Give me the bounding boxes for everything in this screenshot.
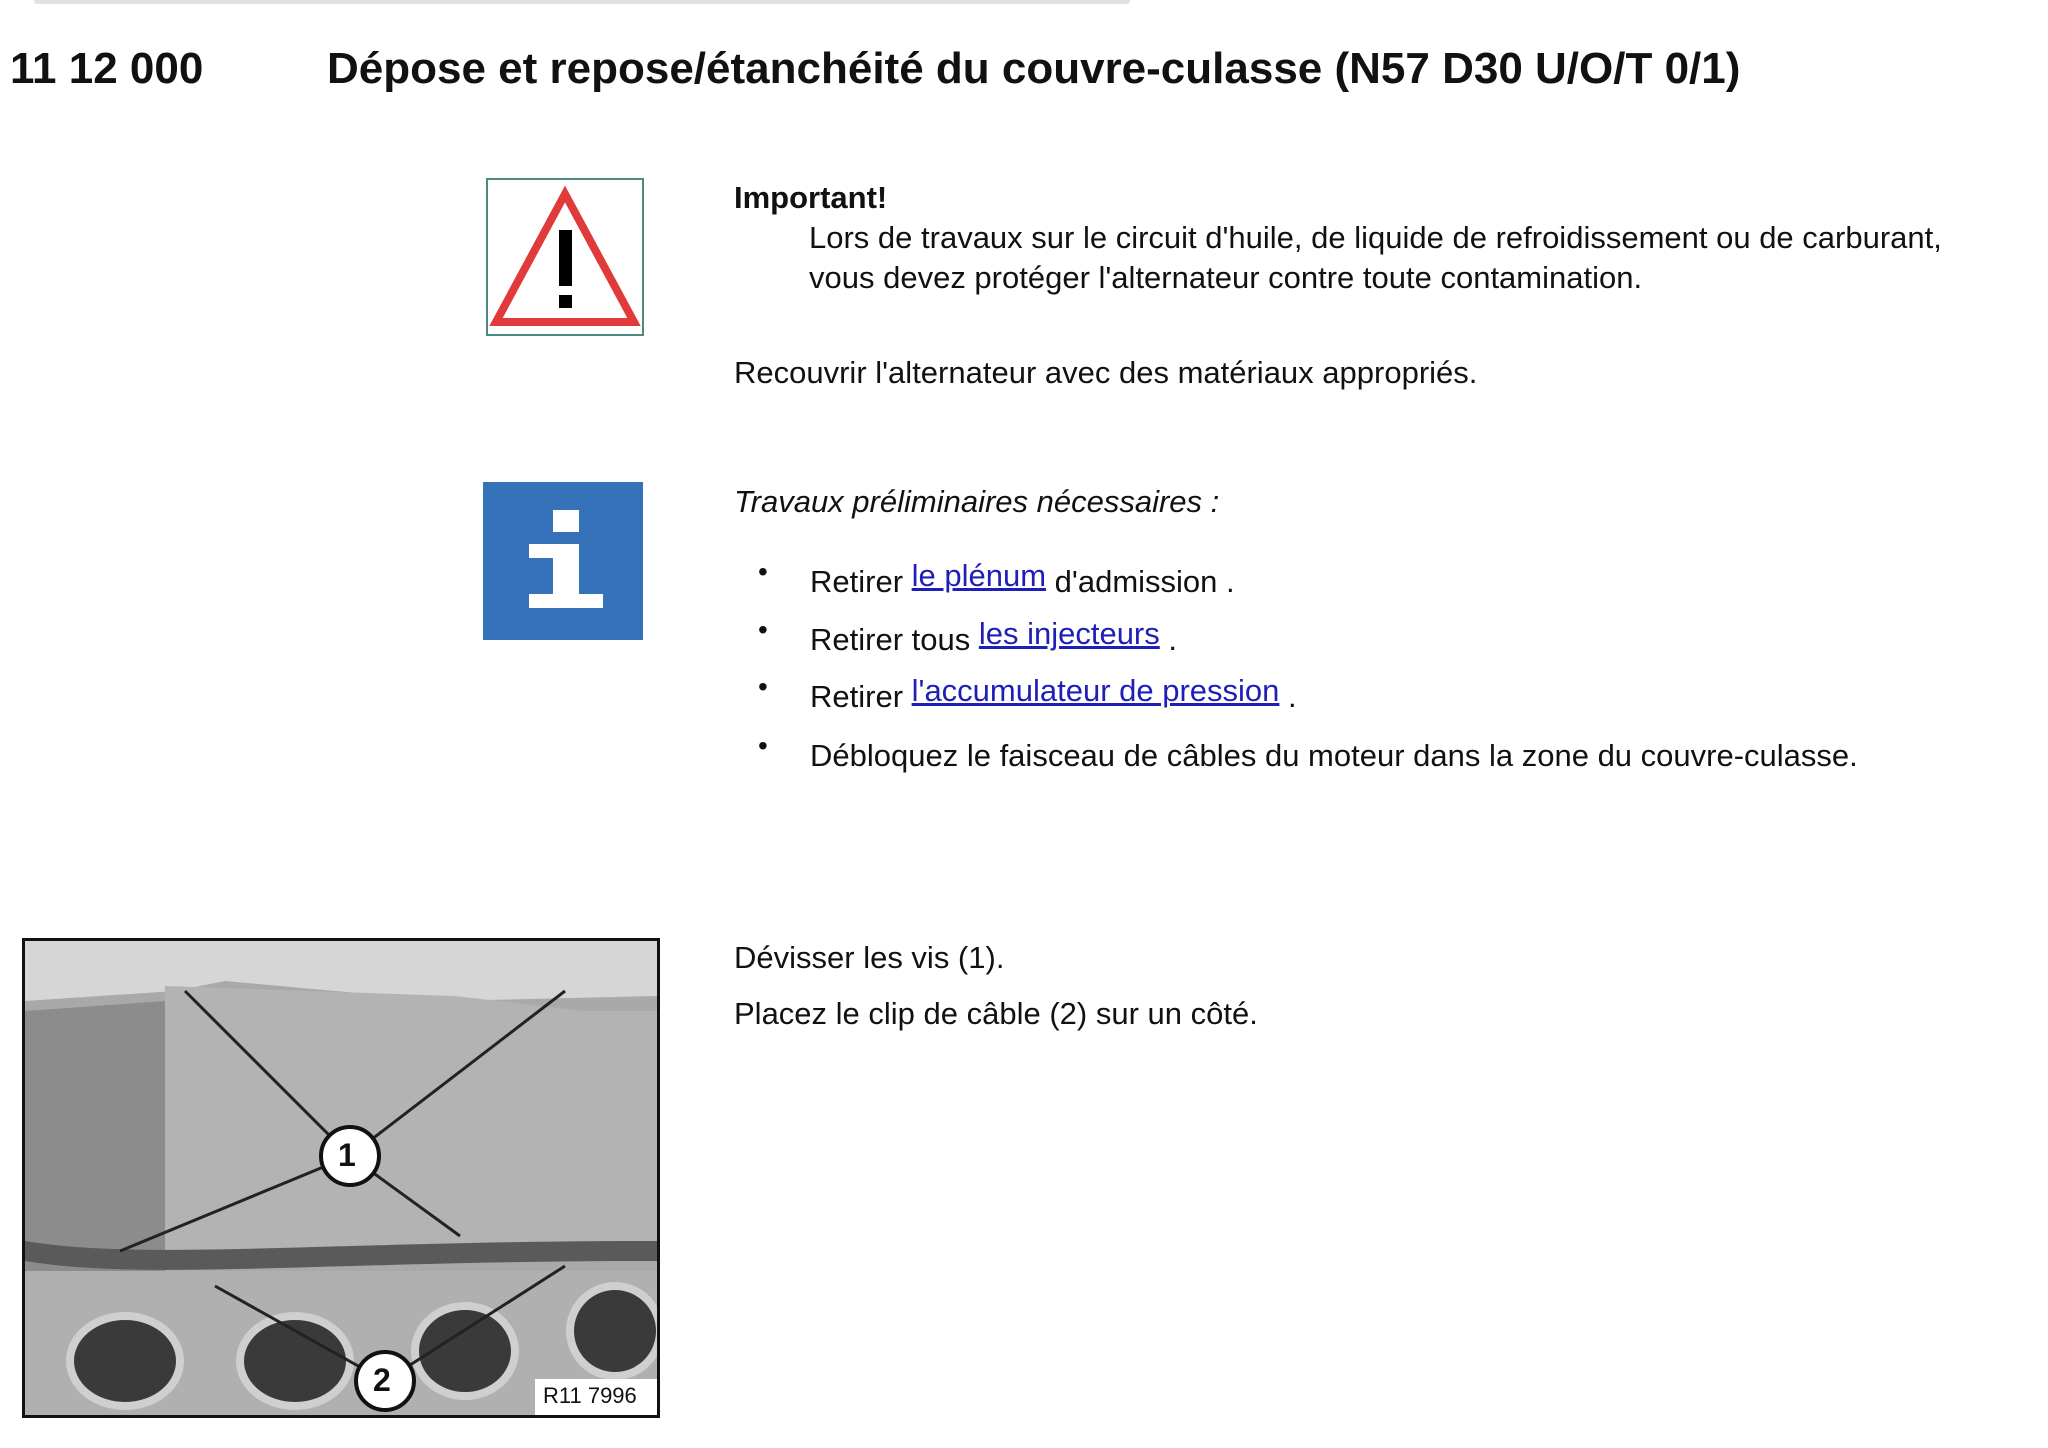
link-plenum[interactable]: le plénum xyxy=(911,558,1047,593)
callout-1: 1 xyxy=(338,1137,356,1173)
bullet: • xyxy=(758,556,768,587)
link-injecteurs[interactable]: les injecteurs xyxy=(978,616,1160,651)
warning-text-line1: Lors de travaux sur le circuit d'huile, de liquide de refroidissement ou de carburant, xyxy=(809,220,1942,255)
link-accumulateur[interactable]: l'accumulateur de pression xyxy=(911,673,1280,708)
info-heading: Travaux préliminaires nécessaires : xyxy=(734,484,1220,519)
section-code: 11 12 000 xyxy=(10,44,204,93)
page-title: Dépose et repose/étanchéité du couvre-culasse (N57 D30 U/O/T 0/1) xyxy=(327,44,1741,93)
list-item-text: d'admission . xyxy=(1046,564,1235,599)
step-unscrew: Dévisser les vis (1). xyxy=(734,940,1005,975)
warning-heading: Important! xyxy=(734,180,888,215)
list-item-text: . xyxy=(1279,679,1297,714)
figure-reference: R11 7996 xyxy=(543,1383,637,1408)
bullet: • xyxy=(758,671,768,702)
warning-instruction: Recouvrir l'alternateur avec des matériaux appropriés. xyxy=(734,355,1478,390)
list-item-text: Retirer xyxy=(810,679,912,714)
warning-text-line2: vous devez protéger l'alternateur contre toute contamination. xyxy=(809,260,1643,295)
list-item-text: . xyxy=(1159,622,1177,657)
step-cable-clip: Placez le clip de câble (2) sur un côté. xyxy=(734,996,1258,1031)
bullet: • xyxy=(758,730,768,761)
list-item-text: Retirer tous xyxy=(810,622,979,657)
top-scrollbar xyxy=(34,0,1130,4)
list-item-text: Débloquez le faisceau de câbles du moteur dans la zone du couvre-culasse. xyxy=(810,738,1858,773)
engine-figure xyxy=(22,938,660,1418)
warning-triangle-icon xyxy=(486,178,644,336)
callout-2: 2 xyxy=(373,1362,391,1398)
info-icon xyxy=(483,482,643,640)
list-item-text: Retirer xyxy=(810,564,912,599)
bullet: • xyxy=(758,614,768,645)
